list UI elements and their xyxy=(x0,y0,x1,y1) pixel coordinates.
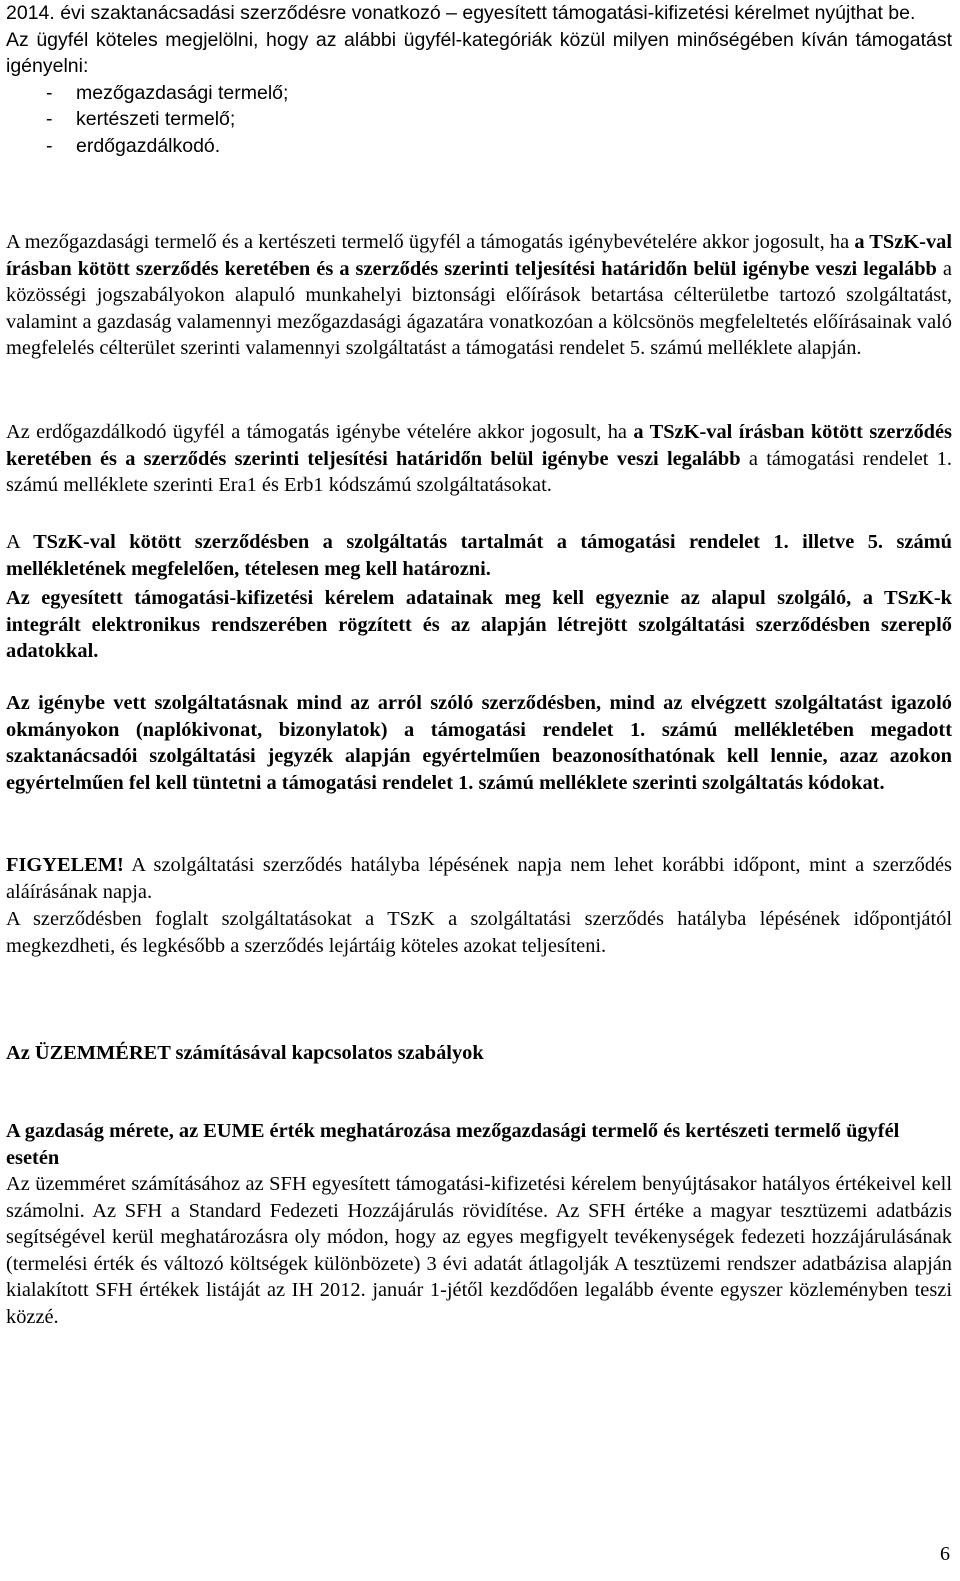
list-item: - mezőgazdasági termelő; xyxy=(6,80,952,107)
list-item: - erdőgazdálkodó. xyxy=(6,133,952,160)
paragraph-eligibility-farmer: A mezőgazdasági termelő és a kertészeti termelő ügyfél a támogatás igénybevételére akkor jogosult, ha a TSzK-val írásban kötött szerződés keretében és a szerződés szerinti teljesítési határidőn belül igénybe veszi legalább a közösségi jogszabályokon alapuló munkahelyi biztonsági előírások betartása célterületbe tartozó szolgáltatást, valamint a gazdaság valamennyi mezőgazdasági ágazatára vonatkozóan a kölcsönös megfeleltetés előírásainak való megfelelés célterület szerinti valamennyi szolgáltatást a támogatási rendelet 5. számú melléklete alapján. xyxy=(6,231,953,360)
paragraph-service-start: A szerződésben foglalt szolgáltatásokat a TSzK a szolgáltatási szerződés hatályba lépésének időpontjától megkezdheti, és legkésőbb a szerződés lejártáig köteles azokat teljesíteni. xyxy=(6,908,952,957)
dash-bullet: - xyxy=(46,134,53,157)
paragraph-service-identification: Az igénybe vett szolgáltatásnak mind az arról szóló szerződésben, mind az elvégzett szolgáltatást igazoló okmányokon (naplókivonat, bizonylatok) a támogatási rendelet 1. számú mellékletében megadott szaktanácsadói szolgáltatási jegyzék alapján egyértelműen beazonosíthatónak kell lennie, azaz azokon egyértelműen fel kell tüntetni a támogatási rendelet 1. számú melléklete szerinti szolgáltatás kódokat. xyxy=(6,692,952,794)
paragraph-data-match: Az egyesített támogatási-kifizetési kérelem adatainak meg kell egyeznie az alapul szolgáló, a TSzK-k integrált elektronikus rendszerében rögzített és az alapján létrejött szolgáltatási szerződésben szereplő adatokkal. xyxy=(6,587,952,663)
paragraph-contract-content: A TSzK-val kötött szerződésben a szolgáltatás tartalmát a támogatási rendelet 1. illetve 5. számú mellékletének megfelelően, tételesen meg kell határozni. xyxy=(6,531,952,580)
paragraph-attention: FIGYELEM! A szolgáltatási szerződés hatályba lépésének napja nem lehet korábbi időpont, mint a szerződés aláírásának napja. xyxy=(6,854,952,903)
section-heading: Az ÜZEMMÉRET számításával kapcsolatos szabályok xyxy=(6,1042,484,1064)
list-item: - kertészeti termelő; xyxy=(6,106,952,133)
intro-line-2: Az ügyfél köteles megjelölni, hogy az alábbi ügyfél-kategóriák közül milyen minőségében kíván támogatást igényelni: xyxy=(6,28,952,78)
attention-label: FIGYELEM! xyxy=(6,854,124,876)
subsection-heading: A gazdaság mérete, az EUME érték meghatározása mezőgazdasági termelő és kertészeti termelő ügyfél esetén xyxy=(6,1120,900,1169)
dash-bullet: - xyxy=(46,108,53,131)
intro-line-1: 2014. évi szaktanácsadási szerződésre vonatkozó – egyesített támogatási-kifizetési kérelmet nyújthat be. xyxy=(6,2,916,24)
emphasis: TSzK-val kötött szerződésben a szolgáltatás tartalmát a támogatási rendelet 1. illetve 5. számú mellékletének megfelelően, tételesen meg kell határozni. xyxy=(6,531,952,580)
paragraph-sfh: Az üzemméret számításához az SFH egyesített támogatási-kifizetési kérelem benyújtásakor hatályos értékeivel kell számolni. Az SFH a Standard Fedezeti Hozzájárulás rövidítése. Az SFH értéke a magyar tesztüzemi adatbázis segítségével kerül meghatározásra oly módon, hogy az egyes megfigyelt tevékenységek fedezeti hozzájárulásának (termelési érték és változó költségek különbözete) 3 évi adatát átlagolják A tesztüzemi rendszer adatbázisa alapján kialakított SFH értékek listáját az IH 2012. január 1-jétől kezdődően legalább évente egyszer közleményben teszi közzé. xyxy=(6,1173,952,1328)
page-number: 6 xyxy=(940,1543,950,1565)
category-list xyxy=(6,80,952,160)
intro-section xyxy=(6,0,952,160)
emphasis: a TSzK-val írásban kötött szerződés keretében és a szerződés szerinti teljesítési határidőn belül igénybe veszi legalább xyxy=(6,421,952,470)
emphasis: a TSzK-val írásban kötött szerződés keretében és a szerződés szerinti teljesítési határidőn belül igénybe veszi legalább xyxy=(6,231,953,280)
paragraph-eligibility-forester: Az erdőgazdálkodó ügyfél a támogatás igénybe vételére akkor jogosult, ha a TSzK-val írásban kötött szerződés keretében és a szerződés szerinti teljesítési határidőn belül igénybe veszi legalább a támogatási rendelet 1. számú melléklete szerinti Era1 és Erb1 kódszámú szolgáltatásokat. xyxy=(6,421,953,497)
dash-bullet: - xyxy=(46,81,53,104)
